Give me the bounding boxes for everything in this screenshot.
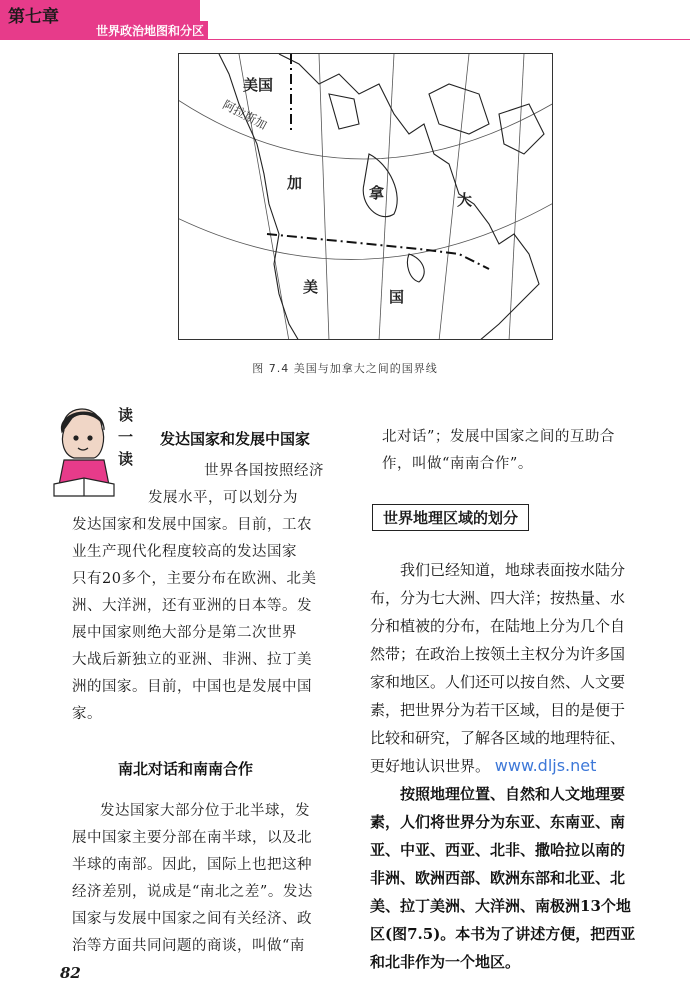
- map-label-usa-1: 美: [303, 278, 319, 296]
- map-label-canada-2: 拿: [369, 184, 385, 202]
- section-box-heading: [372, 504, 529, 531]
- text-line: 区(图7.5)。本书为了讲述方便，把西亚: [370, 925, 636, 943]
- map-label-canada-3: 大: [457, 191, 473, 209]
- text-line: 然带；在政治上按领土主权分为许多国: [370, 645, 626, 663]
- box-title: 世界地理区域的划分: [372, 504, 529, 531]
- read-tag-char-1: 读: [118, 406, 134, 424]
- text-line: 我们已经知道，地球表面按水陆分: [400, 561, 626, 579]
- text-line: 洲、大洋洲，还有亚洲的日本等。发: [72, 598, 312, 614]
- map-label-usa-2: 国: [389, 288, 405, 306]
- paragraph-developed-developing: [72, 458, 350, 728]
- text-line: 展中国家主要分部在南半球，以及北: [72, 830, 312, 846]
- text-line: 治等方面共同问题的商谈，叫做“南: [72, 938, 305, 954]
- text-line: 北对话”；发展中国家之间的互助合: [382, 429, 615, 445]
- text-line: 素，人们将世界分为东亚、东南亚、南: [370, 813, 626, 831]
- text-line: 展中国家则绝大部分是第二次世界: [72, 625, 297, 641]
- text-line: 分和植被的分布，在陆地上分为几个自: [370, 617, 626, 635]
- watermark-url: www.dljs.net: [494, 756, 597, 775]
- section-title: 世界政治地图和分区: [92, 21, 208, 40]
- read-tag-char-2: 一: [118, 428, 134, 446]
- text-line: 和北非作为一个地区。: [370, 953, 521, 971]
- page-number: 82: [60, 964, 81, 982]
- text-line: 经济差别，说成是“南北之差”。发达: [72, 884, 313, 900]
- read-tag-char-3: 读: [118, 450, 134, 468]
- paragraph-world-regions-intro: [370, 556, 675, 780]
- text-line: 家和地区。人们还可以按自然、人文要: [370, 673, 626, 691]
- paragraph-continuation: [382, 424, 615, 478]
- text-line: 只有20多个，主要分布在欧洲、北美: [72, 571, 317, 587]
- text-line: 发达国家和发展中国家。目前，工农: [72, 517, 312, 533]
- text-line: 非洲、欧洲西部、欧洲东部和北亚、北: [370, 869, 626, 887]
- text-line: 国家与发展中国家之间有关经济、政: [72, 911, 312, 927]
- text-line: [370, 752, 675, 780]
- map-label-canada-1: 加: [287, 174, 303, 192]
- text-line: 发达国家大部分位于北半球，发: [100, 803, 310, 819]
- map-label-alaska: 阿拉斯加: [220, 97, 270, 133]
- header-rule: [200, 39, 690, 40]
- text-line: 世界各国按照经济: [204, 463, 324, 479]
- paragraph-north-south: [72, 798, 350, 960]
- map-drawing: [179, 54, 553, 340]
- heading-north-south: 南北对话和南南合作: [118, 760, 254, 778]
- map-figure: [178, 53, 553, 340]
- text-line: 家。: [72, 706, 102, 722]
- text-line: 大战后新独立的亚洲、非洲、拉丁美: [72, 652, 312, 668]
- chapter-title: 第七章: [8, 7, 59, 27]
- text-line: 作，叫做“南南合作”。: [382, 456, 533, 472]
- text-line: 比较和研究，了解各区域的地理特征、: [370, 729, 626, 747]
- text-line: 素，把世界分为若干区域，目的是便于: [370, 701, 626, 719]
- text-line: 布，分为七大洲、四大洋；按热量、水: [370, 589, 626, 607]
- map-label-usa-top: 美国: [243, 76, 274, 94]
- text-line: 洲的国家。目前，中国也是发展中国: [72, 679, 312, 695]
- text-line: 发展水平，可以划分为: [148, 490, 298, 506]
- text-line: 按照地理位置、自然和人文地理要: [400, 785, 626, 803]
- heading-developed-developing: 发达国家和发展中国家: [160, 430, 311, 448]
- text-line: 亚、中亚、西亚、北非、撒哈拉以南的: [370, 841, 626, 859]
- text-line: 半球的南部。因此，国际上也把这种: [72, 857, 312, 873]
- text-line: 业生产现代化程度较高的发达国家: [72, 544, 297, 560]
- figure-caption: 图 7.4 美国与加拿大之间的国界线: [252, 362, 438, 375]
- text-line: 美、拉丁美洲、大洋洲、南极洲13个地: [370, 897, 631, 915]
- paragraph-world-regions: [370, 780, 675, 976]
- text-fragment: 更好地认识世界。: [370, 757, 491, 775]
